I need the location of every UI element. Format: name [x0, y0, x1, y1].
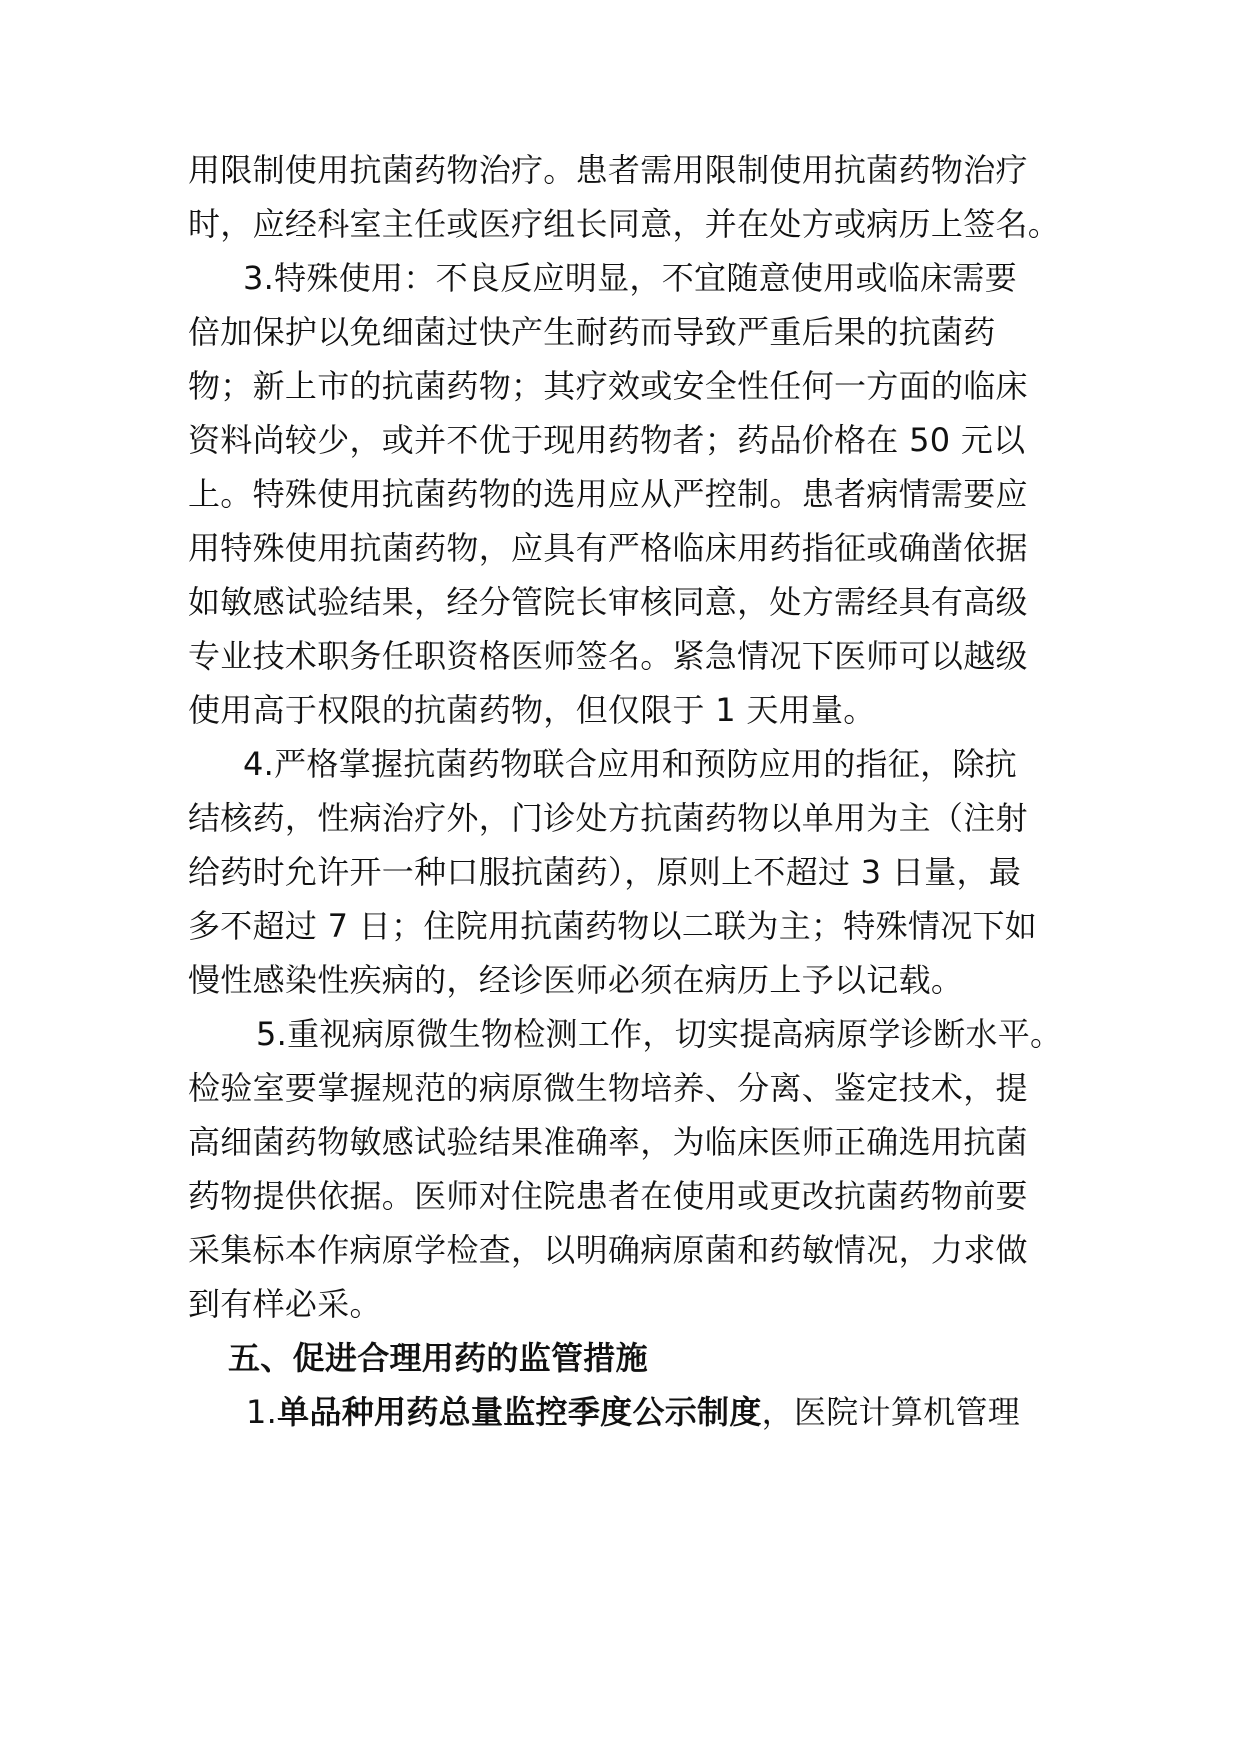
text-line: 专业技术职务任职资格医师签名。紧急情况下医师可以越级: [188, 637, 1028, 675]
text-line: 时，应经科室主任或医疗组长同意，并在处方或病历上签名。: [188, 205, 1061, 243]
text-line: 资料尚较少，或并不优于现用药物者；药品价格在 50 元以: [188, 421, 1026, 459]
bold-phrase: 单品种用药总量监控季度公示制度: [277, 1393, 762, 1431]
paragraph-start-line: 3.特殊使用：不良反应明显，不宜随意使用或临床需要: [243, 259, 1018, 297]
text-line: 使用高于权限的抗菌药物，但仅限于 1 天用量。: [188, 691, 876, 729]
item-number: 1.: [246, 1393, 278, 1431]
paragraph-start-line: 5.重视病原微生物检测工作，切实提高病原学诊断水平。: [256, 1015, 1063, 1053]
paragraph-start-line: 4.严格掌握抗菌药物联合应用和预防应用的指征，除抗: [243, 745, 1018, 783]
text-line: 慢性感染性疾病的，经诊医师必须在病历上予以记载。: [188, 961, 964, 999]
text-line: 如敏感试验结果，经分管院长审核同意，处方需经具有高级: [188, 583, 1028, 621]
text-line: 用限制使用抗菌药物治疗。患者需用限制使用抗菌药物治疗: [188, 151, 1028, 189]
text-line: 倍加保护以免细菌过快产生耐药而导致严重后果的抗菌药: [188, 313, 996, 351]
text-line: 检验室要掌握规范的病原微生物培养、分离、鉴定技术，提: [188, 1069, 1028, 1107]
text-line: 结核药，性病治疗外，门诊处方抗菌药物以单用为主（注射: [188, 799, 1028, 837]
text-line: 物；新上市的抗菌药物；其疗效或安全性任何一方面的临床: [188, 367, 1028, 405]
text-line: 给药时允许开一种口服抗菌药），原则上不超过 3 日量，最: [188, 853, 1022, 891]
text-line: 到有样必采。: [188, 1285, 382, 1323]
text-run: ，医院计算机管理: [761, 1393, 1021, 1431]
text-line: 上。特殊使用抗菌药物的选用应从严控制。患者病情需要应: [188, 475, 1028, 513]
text-line: 高细菌药物敏感试验结果准确率，为临床医师正确选用抗菌: [188, 1123, 1028, 1161]
text-line: 多不超过 7 日；住院用抗菌药物以二联为主；特殊情况下如: [188, 907, 1038, 945]
text-line: 药物提供依据。医师对住院患者在使用或更改抗菌药物前要: [188, 1177, 1028, 1215]
paragraph-start-line: [246, 1392, 1020, 1432]
section-heading: 五、促进合理用药的监管措施: [228, 1339, 648, 1377]
text-line: 用特殊使用抗菌药物，应具有严格临床用药指征或确凿依据: [188, 529, 1028, 567]
text-line: 采集标本作病原学检查，以明确病原菌和药敏情况，力求做: [188, 1231, 1028, 1269]
